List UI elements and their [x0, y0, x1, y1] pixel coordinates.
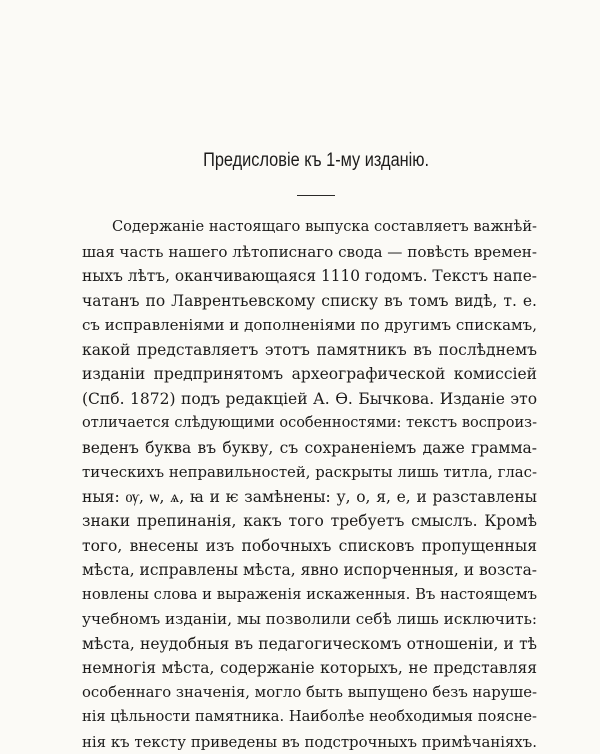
- text-line: (Спб. 1872) подъ редакціей А. Ѳ. Бычкова. Изданіе это: [82, 387, 537, 412]
- text-line: того, внесены изъ побочныхъ списковъ пропущенныя: [82, 534, 537, 559]
- text-line: немногія мѣста, содержаніе которыхъ, не представляя: [82, 656, 537, 681]
- title-divider: [297, 195, 335, 196]
- text-line: особеннаго значенія, могло быть выпущено безъ нарушe-: [82, 681, 537, 706]
- text-line: мѣста, неудобныя въ педагогическомъ отношеніи, и тѣ: [82, 632, 537, 657]
- page-title: Предисловіе къ 1-му изданію.: [58, 150, 574, 172]
- text-line: шая часть нашего лѣтописнаго свода — повѣсть времен-: [82, 240, 537, 265]
- text-line: тическихъ неправильностей, раскрыты лишь титла, глас-: [82, 460, 537, 485]
- text-line: веденъ буква въ букву, съ сохраненіемъ даже граммa-: [82, 436, 537, 461]
- text-line: ныхъ лѣтъ, оканчивающаяся 1110 годомъ. Текстъ напе-: [82, 264, 537, 289]
- text-line: нія къ тексту приведены въ подстрочныхъ примѣчаніяхъ.: [82, 730, 537, 754]
- preface-paragraph: [82, 215, 537, 754]
- text-line: мѣста, исправлены мѣста, явно испорченныя, и возста-: [82, 558, 537, 583]
- text-line: ныя: ѹ, ѡ, ѧ, ꙗ и ѥ замѣнены: у, о, я, е, и разставлены: [82, 485, 537, 510]
- text-line: какой представляетъ этотъ памятникъ въ послѣднемъ: [82, 338, 537, 363]
- text-line: учебномъ изданіи, мы позволили себѣ лишь исключить:: [82, 607, 537, 632]
- text-line: отличается слѣдующими особенностями: текстъ воспроиз-: [82, 411, 537, 436]
- text-line: нія цѣльности памятника. Наиболѣе необходимыя поясне-: [82, 705, 537, 730]
- text-line: знаки препинанія, какъ того требуетъ смыслъ. Кромѣ: [82, 509, 537, 534]
- text-line: изданіи предпринятомъ археографической комиссіей: [82, 362, 537, 387]
- text-line: новлены слова и выраженія искаженныя. Въ настоящемъ: [82, 583, 537, 608]
- text-line: чатанъ по Лаврентьевскому списку въ томъ видѣ, т. е.: [82, 289, 537, 314]
- text-line: Содержаніе настоящаго выпуска составляетъ важнѣй-: [82, 215, 537, 240]
- text-line: съ исправленіями и дополненіями по другимъ спискамъ,: [82, 313, 537, 338]
